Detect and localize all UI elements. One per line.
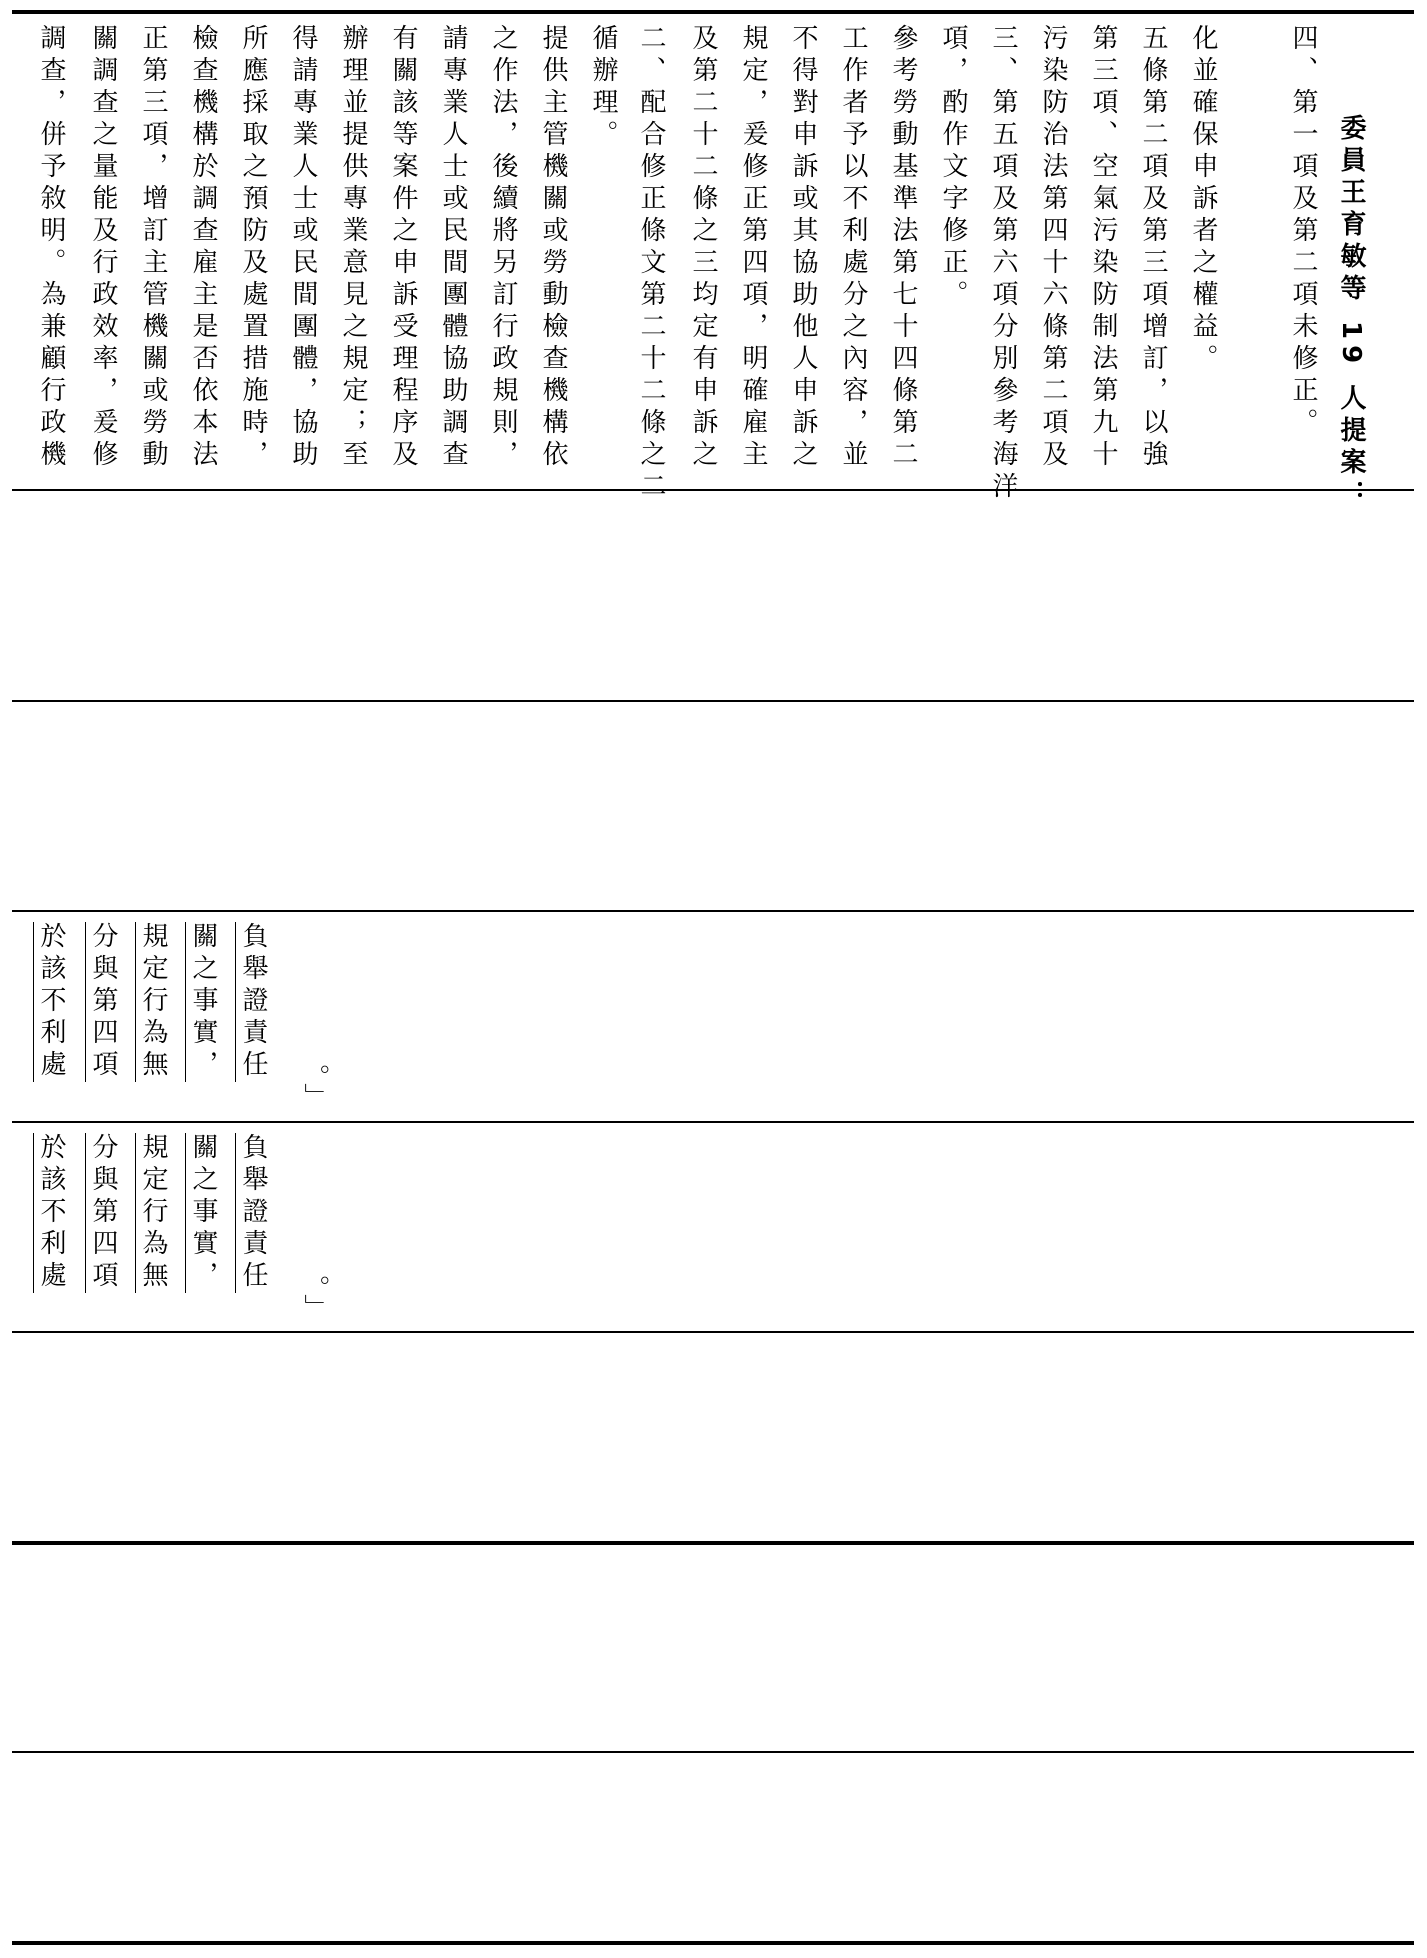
explanation-line: 規定，爰修正第四項，明確雇主 (738, 24, 768, 472)
explanation-line: 工作者予以不利處分之內容，並 (838, 24, 868, 472)
explanation-line: 提供主管機關或勞動檢查機構依 (538, 24, 568, 472)
explanation-line: 及第二十二條之三均定有申訴之 (688, 24, 718, 472)
explanation-line: 有關該等案件之申訴受理程序及 (388, 24, 418, 472)
row-divider-4 (12, 1121, 1414, 1123)
explanation-line: 調查，併予敘明。為兼顧行政機 (36, 24, 66, 472)
explanation-line: 四、第一項及第二項未修正。 (1288, 24, 1318, 440)
explanation-line: 之作法，後續將另訂行政規則， (488, 24, 518, 472)
top-rule (12, 10, 1414, 14)
row-divider-7 (12, 1751, 1414, 1753)
explanation-line: 得請專業人士或民間團體，協助 (288, 24, 318, 472)
row-divider-6 (12, 1541, 1414, 1545)
proposal-a-end: 。」 (300, 1064, 330, 1115)
explanation-line: 辦理並提供專業意見之規定；至 (338, 24, 368, 472)
explanation-line: 不得對申訴或其協助他人申訴之 (788, 24, 818, 472)
proposal-b-line: 規定行為無 (138, 1133, 168, 1293)
proposal-heading: 委員王育敏等 19 人提案： (1336, 114, 1366, 513)
proposal-b-end: 。」 (300, 1275, 330, 1326)
row-divider-3 (12, 910, 1414, 912)
explanation-line: 請專業人士或民間團體協助調查 (438, 24, 468, 472)
proposal-a-line: 關之事實， (188, 922, 218, 1082)
explanation-line: 五條第二項及第三項增訂，以強 (1138, 24, 1168, 472)
proposal-b-line: 負舉證責任 (238, 1133, 268, 1293)
proposal-b-line: 於該不利處 (36, 1133, 66, 1293)
bottom-rule (12, 1941, 1414, 1945)
proposal-a-line: 規定行為無 (138, 922, 168, 1082)
row-divider-1 (12, 489, 1414, 491)
row-divider-2 (12, 700, 1414, 702)
explanation-line: 正第三項，增訂主管機關或勞動 (138, 24, 168, 472)
explanation-line: 檢查機構於調查雇主是否依本法 (188, 24, 218, 472)
explanation-line: 二、配合修正條文第二十二條之二 (636, 24, 666, 504)
row-divider-5 (12, 1331, 1414, 1333)
proposal-a-line: 負舉證責任 (238, 922, 268, 1082)
explanation-line: 循辦理。 (588, 24, 618, 152)
explanation-line: 污染防治法第四十六條第二項及 (1038, 24, 1068, 472)
explanation-line: 化並確保申訴者之權益。 (1188, 24, 1218, 376)
proposal-a-line: 分與第四項 (88, 922, 118, 1082)
explanation-line: 所應採取之預防及處置措施時， (238, 24, 268, 472)
proposal-b-line: 關之事實， (188, 1133, 218, 1293)
explanation-line: 關調查之量能及行政效率，爰修 (88, 24, 118, 472)
proposal-b-line: 分與第四項 (88, 1133, 118, 1293)
explanation-line: 參考勞動基準法第七十四條第二 (888, 24, 918, 472)
explanation-line: 項，酌作文字修正。 (938, 24, 968, 312)
explanation-line: 三、第五項及第六項分別參考海洋 (988, 24, 1018, 504)
explanation-line: 第三項、空氣污染防制法第九十 (1088, 24, 1118, 472)
proposal-a-line: 於該不利處 (36, 922, 66, 1082)
